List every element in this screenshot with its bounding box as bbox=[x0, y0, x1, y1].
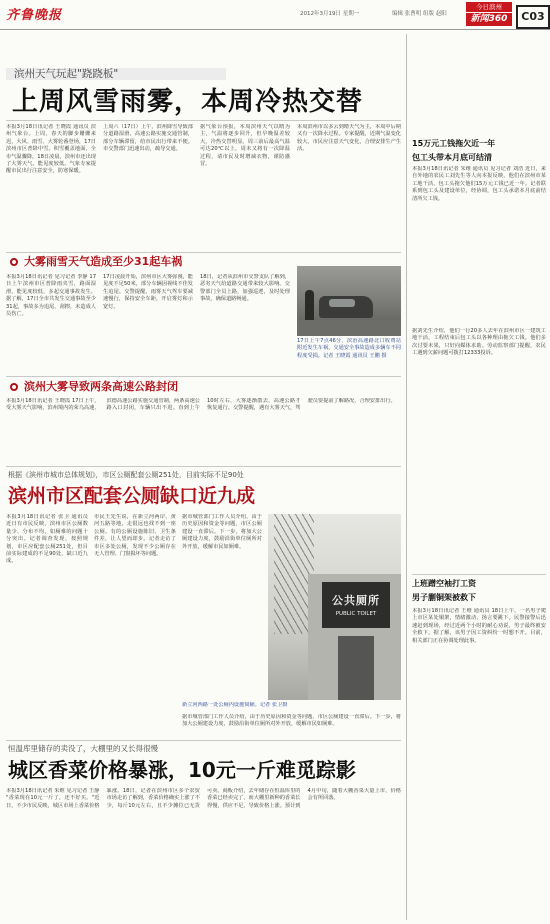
lead-text-d: 本周滨州市以多云到晴天气为主，本周中后期又有一次降水过程。专家提醒，近期气温变化较大，市民应注意天气变化，合理安排生产生活。 bbox=[297, 124, 401, 153]
sidebar-story-b bbox=[412, 328, 546, 560]
sub1-title: 大雾雨雪天气造成至少31起车祸 bbox=[24, 255, 183, 268]
photo-car-window bbox=[329, 299, 355, 307]
section-top-label: 今日滨州 bbox=[466, 2, 512, 12]
sidebar-story-a bbox=[412, 166, 546, 326]
feature-col-4 bbox=[182, 714, 401, 736]
sidebar-text-b: 据刘先生介绍，他们一行20多人去年在滨州市区一建筑工地干活，工程结束后包工头以各种理由拖欠工钱。他们多次讨要未果，只好向媒体求助。劳动监察部门提醒，农民工遇到欠薪问题可拨打12333投诉。 bbox=[412, 328, 546, 357]
sidebar-title-d: 男子蒯铜架被救下 bbox=[412, 593, 476, 602]
sidebar-title-c: 上班蹭空袖打工资 bbox=[412, 579, 476, 588]
photo-door bbox=[338, 636, 374, 700]
veg-kicker: 恒温库里储存的卖没了，大棚里的又长得很慢 bbox=[8, 744, 158, 753]
feature-col-1 bbox=[6, 514, 88, 736]
toilet-photo bbox=[268, 514, 401, 700]
masthead-rule bbox=[0, 29, 550, 30]
veg-body bbox=[6, 788, 401, 920]
sub2-rule bbox=[6, 376, 401, 377]
sub1-text-c: 18日，记者从滨州市交警支队了解到，恶劣天气给道路交通带来较大影响。交警部门全员上路，加强巡逻，及时处理事故，确保道路畅通。 bbox=[200, 274, 290, 303]
sidebar-text-a: 本报3月18日讯记者 朱维 通讯员 见习记者 刘浩 近日，来自外地的农民工刘先生等人向本报反映，他们在滨州市某工地干活，包工头拖欠他们15万元工钱已近一年。记者联系到包工头及建设单位，经协调，包工头承诺本月底前结清所欠工钱。 bbox=[412, 166, 546, 202]
sub1-text-a: 本报3月18日讯记者 见习记者 李静 17日上午滨州市区普降雨夹雪，路面湿滑，能见度较低，多起交通事故发生。据了解，17日全市共发生交通事故至少31起，事故多为追尾、刮擦，未造成人员伤亡。 bbox=[6, 274, 96, 318]
section-bottom-label: 新闻360 bbox=[466, 13, 512, 26]
sun-icon-2 bbox=[10, 383, 18, 391]
accident-photo bbox=[297, 266, 401, 336]
veg-rule bbox=[6, 740, 401, 741]
sidebar-story-c bbox=[412, 608, 546, 920]
sub2-title: 滨州大雾导致两条高速公路封闭 bbox=[24, 380, 178, 393]
lead-rule bbox=[6, 120, 401, 121]
sidebar-rule bbox=[412, 574, 546, 575]
lead-text-b: 上周六（17日）上午，滨州降雪导致部分道路湿滑，高速公路实施交通管制，部分车辆滞留，给市民出行带来不便。市交警部门迅速出动，疏导交通。 bbox=[103, 124, 193, 153]
accident-caption bbox=[297, 338, 401, 372]
sidebar-divider bbox=[406, 34, 407, 920]
lead-col-4 bbox=[297, 124, 401, 250]
dateline: 2012年3月19日 星期一 bbox=[300, 11, 360, 17]
sub2-body bbox=[6, 398, 401, 462]
sidebar-title-a: 15万元工钱拖欠近一年 bbox=[412, 139, 496, 148]
sub1-rule bbox=[6, 252, 401, 253]
toilet-sign-cn: 公共厕所 bbox=[332, 594, 380, 607]
photo-person bbox=[305, 290, 314, 320]
toilet-caption bbox=[182, 702, 401, 712]
lead-col-2 bbox=[103, 124, 193, 250]
feature-text-b: 市民王先生说，在新立河两岸、黄河五路等地，走很远也找不到一座公厕。有的公厕设施陈旧、卫生条件差，让人望而却步。记者走访了市区多处公厕，发现不少公厕存在无人管理、门窗损坏等问题。 bbox=[94, 514, 176, 558]
toilet-caption-text: 新立河西路一处公厕内设施简陋。记者 张卫摄 bbox=[182, 702, 288, 708]
sub1-text-b: 17日凌晨开始，滨州市区大雾弥漫，能见度不足50米，部分车辆因视线不佳发生追尾。交警提醒，雨雾天气驾车要减速慢行，保持安全车距，开启雾灯和示宽灯。 bbox=[103, 274, 193, 310]
feature-headline: 滨州市区配套公厕缺口近九成 bbox=[8, 485, 256, 507]
sun-icon-1 bbox=[10, 258, 18, 266]
editor-credit: 编辑 张曹明 组版 赵阳 bbox=[392, 11, 447, 17]
lead-text-a: 本报3月18日讯记者 王晓霞 通讯员 滨州气象台。上周，春天的脚步姗姗来迟，大风、雨雪、大雾轮番登场，17日滨州市区普降中雪，积雪覆盖地面，全市气温骤降。18日凌晨，滨州市还出现了大雾天气，能见度较低。气象专家提醒市民出行注意安全，防寒保暖。 bbox=[6, 124, 96, 175]
sub2-text: 本报3月18日讯记者 王晓霞 17日上午，受大雾天气影响，滨州境内的荣乌高速、滨德高速公路实施交通管制，两条高速公路入口封闭，车辆只出不进。直到上午10时左右，大雾逐渐散去，高速公路才恢复通行。交警提醒，遇有大雾天气，驾驶员要提前了解路况，合理安排出行。 bbox=[6, 398, 396, 412]
feature-text-c: 据市城管部门工作人员介绍，由于历史原因和资金等问题，市区公厕建设一直滞后。下一步，将加大公厕建设力度，鼓励沿街单位厕所对外开放，缓解市民如厕难。 bbox=[182, 514, 262, 550]
lead-text-c: 据气象台预报，本周滨州天气以晴为主，气温将逐步回升，但早晚温差较大，冷热交替明显。周三前后最高气温可达20℃以上，周末又将有一次降温过程，请市民及时增减衣物，谨防感冒。 bbox=[200, 124, 290, 168]
sub1-col-3 bbox=[200, 274, 290, 372]
page-number: C03 bbox=[516, 5, 550, 29]
feature-rule bbox=[6, 466, 401, 467]
veg-text: 本报3月18日讯记者 朱维 见习记者 王静 "香菜现在10元一斤了，还不好买。"近日，不少市民反映，城区市场上香菜价格暴涨。18日，记者在滨州市区多个农贸市场走访了解到，香菜价格确实上涨了不少，每斤10元左右，且不少摊位已无货可卖。商贩介绍，去年储存在恒温库里的香菜已经卖完了，而大棚里新种的香菜长得慢，供应不足，导致价格上涨。预计到4月中旬，随着大棚香菜大量上市，价格会有所回落。 bbox=[6, 788, 401, 809]
toilet-sign bbox=[322, 582, 390, 628]
feature-text-a: 本报3月18日讯记者 张卫 通讯员 近日有市民反映，滨州市区公厕数量少、分布不均，如厕难的问题十分突出。记者调查发现，按照规划，市区应配套公厕251处，但目前实际建成的不足90处，缺口近九成。 bbox=[6, 514, 88, 565]
lead-col-1 bbox=[6, 124, 96, 250]
sub1-col-2 bbox=[103, 274, 193, 372]
sub1-col-1 bbox=[6, 274, 96, 372]
feature-kicker: 根据《滨州市城市总体规划》，市区公厕配套公厕251处，目前实际不足90处 bbox=[8, 471, 244, 479]
lead-col-3 bbox=[200, 124, 290, 250]
feature-col-3 bbox=[182, 514, 262, 640]
veg-headline: 城区香菜价格暴涨，10元一斤难觅踪影 bbox=[8, 758, 356, 782]
sidebar-title-b: 包工头带本月底可结清 bbox=[412, 153, 492, 162]
masthead bbox=[0, 0, 550, 30]
toilet-sign-en: PUBLIC TOILET bbox=[335, 611, 377, 617]
feature-text-d: 据市城管部门工作人员介绍，由于历史原因和资金等问题，市区公厕建设一直滞后。下一步，将加大公厕建设力度，鼓励沿街单位厕所对外开放，缓解市民如厕难。 bbox=[182, 714, 401, 728]
newspaper-logo: 齐鲁晚报 bbox=[6, 8, 63, 23]
sidebar-text-c: 本报3月18日讯记者 王维 通讯员 18日上午，一名男子爬上市区某处铜架，情绪激动，扬言要跳下。民警接警后迅速赶到现场，经过近两个小时的耐心劝说，男子最终被安全救下。据了解，该男子因工资纠纷一时想不开。目前，相关部门正在协调处理此事。 bbox=[412, 608, 546, 644]
feature-col-2 bbox=[94, 514, 176, 736]
photo-road bbox=[297, 320, 401, 336]
lead-kicker: 滨州天气玩起"跷跷板" bbox=[14, 68, 119, 80]
lead-headline: 上周风雪雨雾，本周冷热交替 bbox=[12, 87, 364, 117]
accident-caption-text: 17日上午7点46分，滨治高速路北口收费站附近发生车祸，交通安全事故造成多辆车不同程度受损。记者 王晓霞 通讯员 王鹏 摄 bbox=[297, 338, 401, 359]
